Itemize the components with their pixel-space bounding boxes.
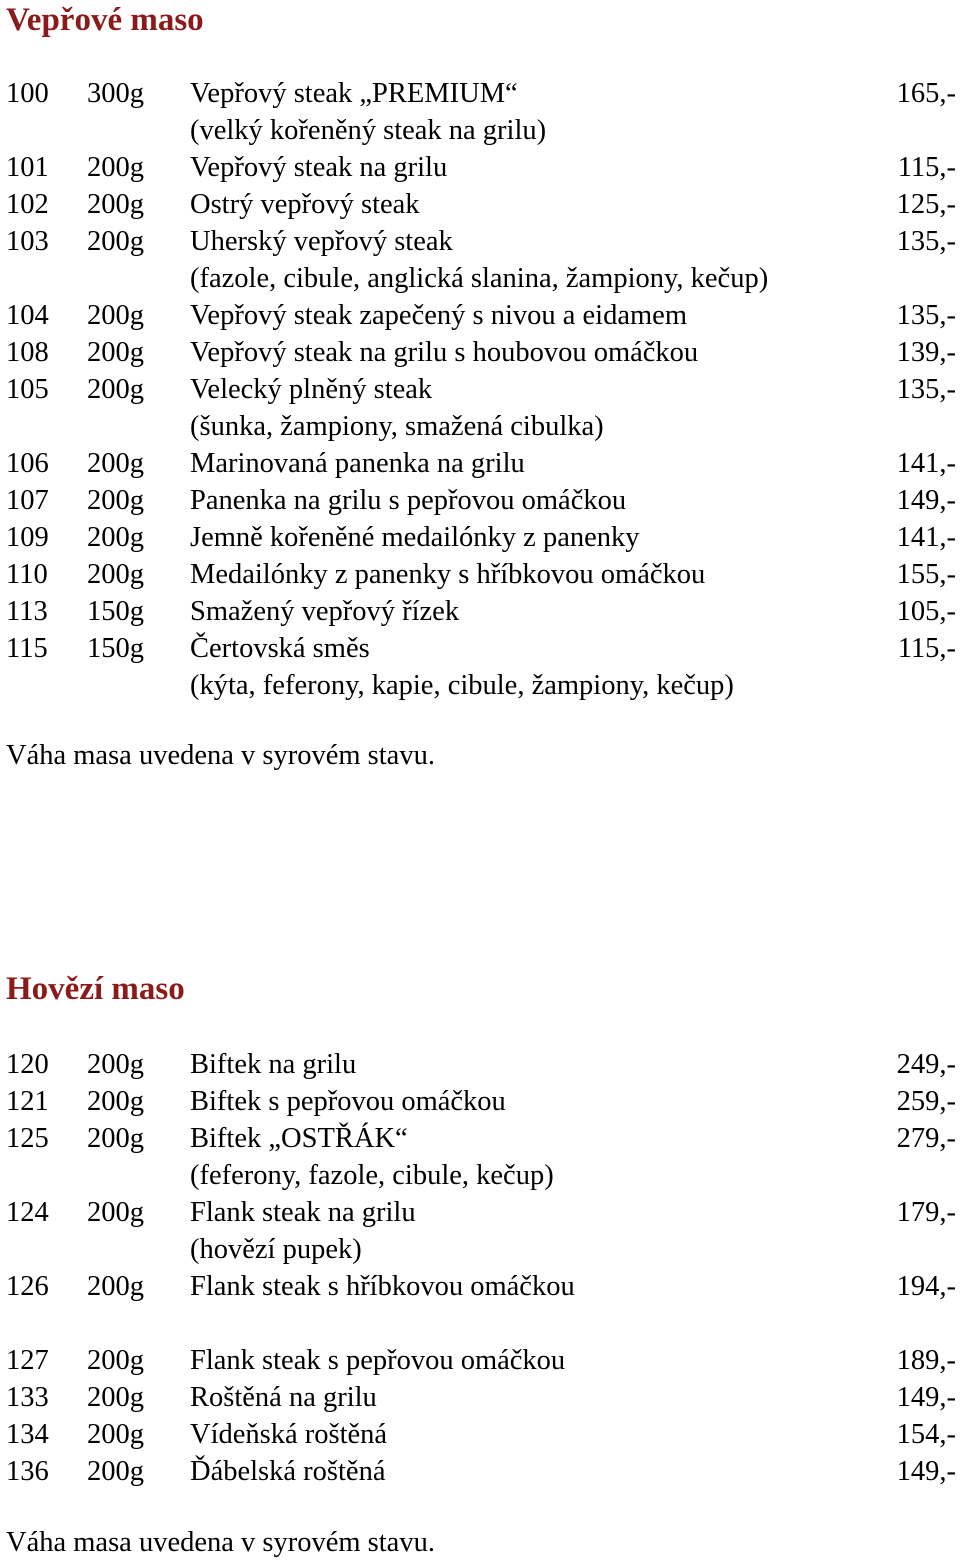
item-price: 279,- (896, 1123, 956, 1154)
item-price: 149,- (896, 1382, 956, 1413)
section-title-beef: Hovězí maso (6, 971, 185, 1007)
item-price: 141,- (896, 522, 956, 553)
item-description: (feferony, fazole, cibule, kečup) (190, 1160, 554, 1191)
item-price: 155,- (896, 559, 956, 590)
item-number: 115 (6, 633, 48, 664)
item-price: 149,- (896, 485, 956, 516)
item-price: 149,- (896, 1456, 956, 1487)
item-number: 134 (6, 1419, 49, 1450)
item-number: 125 (6, 1123, 49, 1154)
item-price: 139,- (896, 337, 956, 368)
item-name: Smažený vepřový řízek (190, 596, 460, 627)
menu-item-row (0, 223, 960, 260)
item-name: Vídeňská roštěná (190, 1419, 388, 1450)
item-number: 100 (6, 78, 49, 109)
menu-item-row (0, 1379, 960, 1416)
item-name: Biftek s pepřovou omáčkou (190, 1086, 506, 1117)
item-name: Vepřový steak na grilu s houbovou omáčkou (190, 337, 699, 368)
item-weight: 200g (87, 559, 144, 590)
item-price: 135,- (896, 226, 956, 257)
item-number: 105 (6, 374, 49, 405)
item-number: 124 (6, 1197, 49, 1228)
item-weight: 200g (87, 485, 144, 516)
beef-menu-list (0, 1046, 960, 1490)
menu-item-row (0, 519, 960, 556)
item-number: 121 (6, 1086, 49, 1117)
item-price: 135,- (896, 374, 956, 405)
item-weight: 150g (87, 596, 144, 627)
pork-menu-list (0, 75, 960, 704)
item-name: Vepřový steak na grilu (190, 152, 448, 183)
menu-item-row (0, 149, 960, 186)
item-description: (velký kořeněný steak na grilu) (190, 115, 547, 146)
item-weight: 200g (87, 1086, 144, 1117)
item-number: 133 (6, 1382, 49, 1413)
item-weight: 200g (87, 337, 144, 368)
item-weight: 200g (87, 1123, 144, 1154)
beef-weight-note: Váha masa uvedena v syrovém stavu. (6, 1527, 435, 1558)
item-name: Uherský vepřový steak (190, 226, 453, 257)
section-title-pork: Vepřové maso (6, 2, 204, 38)
menu-item-description-row (0, 112, 960, 149)
item-description: (šunka, žampiony, smažená cibulka) (190, 411, 604, 442)
item-number: 102 (6, 189, 49, 220)
menu-item-row (0, 186, 960, 223)
item-description: (fazole, cibule, anglická slanina, žampiony, kečup) (190, 263, 769, 294)
menu-item-row (0, 75, 960, 112)
item-price: 135,- (896, 300, 956, 331)
menu-item-row (0, 1268, 960, 1305)
menu-item-row (0, 445, 960, 482)
menu-item-row (0, 297, 960, 334)
row-spacer (0, 1305, 960, 1342)
item-number: 113 (6, 596, 48, 627)
menu-item-row (0, 1416, 960, 1453)
item-price: 189,- (896, 1345, 956, 1376)
item-price: 249,- (896, 1049, 956, 1080)
item-price: 259,- (896, 1086, 956, 1117)
item-weight: 150g (87, 633, 144, 664)
item-weight: 200g (87, 1197, 144, 1228)
menu-item-row (0, 1342, 960, 1379)
item-name: Biftek na grilu (190, 1049, 357, 1080)
item-description: (kýta, feferony, kapie, cibule, žampiony, kečup) (190, 670, 734, 701)
menu-item-row (0, 1453, 960, 1490)
item-name: Flank steak s hříbkovou omáčkou (190, 1271, 575, 1302)
item-price: 125,- (896, 189, 956, 220)
item-name: Flank steak na grilu (190, 1197, 416, 1228)
item-price: 105,- (896, 596, 956, 627)
item-weight: 200g (87, 448, 144, 479)
item-name: Čertovská směs (190, 633, 370, 664)
item-weight: 200g (87, 1456, 144, 1487)
item-weight: 200g (87, 1049, 144, 1080)
menu-item-row (0, 1046, 960, 1083)
item-name: Jemně kořeněné medailónky z panenky (190, 522, 640, 553)
item-name: Vepřový steak zapečený s nivou a eidamem (190, 300, 687, 331)
item-number: 126 (6, 1271, 49, 1302)
item-name: Marinovaná panenka na grilu (190, 448, 525, 479)
menu-item-row (0, 593, 960, 630)
item-price: 141,- (896, 448, 956, 479)
menu-item-row (0, 556, 960, 593)
item-name: Flank steak s pepřovou omáčkou (190, 1345, 566, 1376)
item-number: 109 (6, 522, 49, 553)
item-name: Roštěná na grilu (190, 1382, 377, 1413)
menu-item-row (0, 1120, 960, 1157)
item-number: 103 (6, 226, 49, 257)
menu-item-description-row (0, 260, 960, 297)
item-name: Vepřový steak „PREMIUM“ (190, 78, 518, 109)
item-number: 120 (6, 1049, 49, 1080)
item-weight: 200g (87, 152, 144, 183)
item-name: Ďábelská roštěná (190, 1456, 386, 1487)
item-number: 106 (6, 448, 49, 479)
item-weight: 300g (87, 78, 144, 109)
item-price: 179,- (896, 1197, 956, 1228)
item-number: 127 (6, 1345, 49, 1376)
item-weight: 200g (87, 189, 144, 220)
menu-item-row (0, 1194, 960, 1231)
menu-item-row (0, 334, 960, 371)
item-number: 136 (6, 1456, 49, 1487)
item-price: 165,- (896, 78, 956, 109)
item-weight: 200g (87, 300, 144, 331)
item-number: 101 (6, 152, 49, 183)
item-number: 108 (6, 337, 49, 368)
item-name: Biftek „OSTŘÁK“ (190, 1123, 408, 1154)
item-name: Panenka na grilu s pepřovou omáčkou (190, 485, 627, 516)
item-name: Velecký plněný steak (190, 374, 433, 405)
item-description: (hovězí pupek) (190, 1234, 362, 1265)
item-price: 115,- (897, 152, 956, 183)
item-weight: 200g (87, 1382, 144, 1413)
pork-weight-note: Váha masa uvedena v syrovém stavu. (6, 740, 435, 771)
menu-item-description-row (0, 1157, 960, 1194)
item-weight: 200g (87, 1271, 144, 1302)
menu-item-row (0, 482, 960, 519)
item-number: 104 (6, 300, 49, 331)
item-price: 115,- (897, 633, 956, 664)
item-weight: 200g (87, 1345, 144, 1376)
menu-item-description-row (0, 667, 960, 704)
item-price: 194,- (896, 1271, 956, 1302)
menu-item-row (0, 630, 960, 667)
menu-item-row (0, 371, 960, 408)
menu-item-row (0, 1083, 960, 1120)
item-price: 154,- (896, 1419, 956, 1450)
item-weight: 200g (87, 1419, 144, 1450)
menu-item-description-row (0, 408, 960, 445)
item-name: Medailónky z panenky s hříbkovou omáčkou (190, 559, 706, 590)
item-number: 110 (6, 559, 48, 590)
item-weight: 200g (87, 226, 144, 257)
menu-item-description-row (0, 1231, 960, 1268)
item-weight: 200g (87, 522, 144, 553)
item-number: 107 (6, 485, 49, 516)
item-name: Ostrý vepřový steak (190, 189, 420, 220)
item-weight: 200g (87, 374, 144, 405)
